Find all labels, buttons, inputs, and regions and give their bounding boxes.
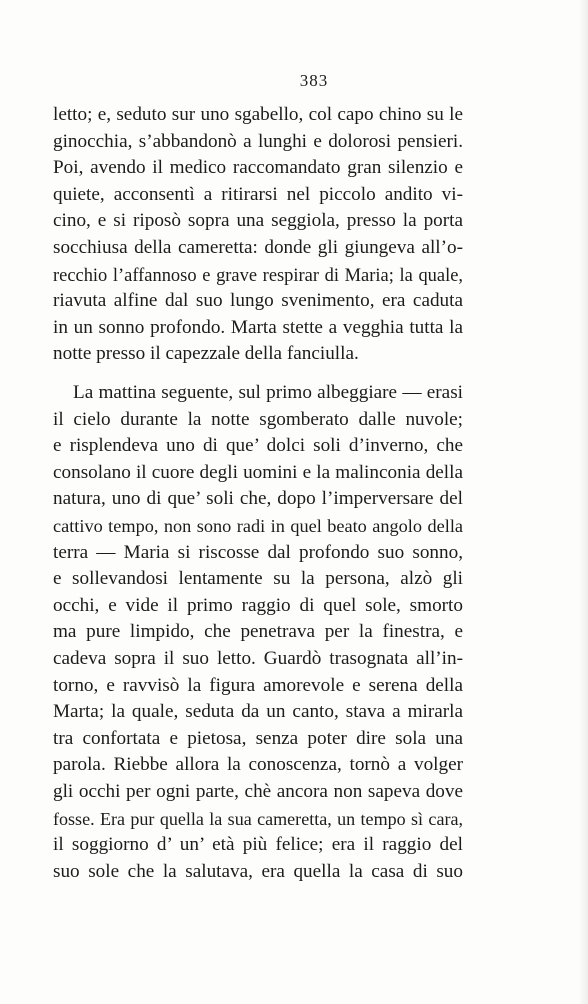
text-line: notte presso il capezzale della fanciulla.	[53, 343, 359, 365]
text-line: natura, uno di que’ soli che, dopo l’imperversare del	[53, 488, 463, 510]
text-line: ginocchia, s’abbandonò a lunghi e dolorosi pensieri.	[53, 130, 463, 152]
text-line: il soggiorno d’ un’ età più felice; era il raggio del	[53, 834, 463, 856]
text-line: tra confortata e pietosa, senza poter dire sola una	[53, 727, 463, 749]
text-line: suo sole che la salutava, era quella la casa di suo	[53, 860, 463, 882]
text-line: terra — Maria si riscosse dal profondo suo sonno,	[53, 541, 463, 563]
text-line: in un sonno profondo. Marta stette a vegghia tutta la	[53, 316, 463, 338]
text-line: Poi, avendo il medico raccomandato gran silenzio e	[53, 157, 463, 179]
text-line: e risplendeva uno di que’ dolci soli d’inverno, che	[53, 435, 463, 457]
text-line: cadeva sopra il suo letto. Guardò trasognata all’in-	[53, 647, 463, 669]
text-line: Marta; la quale, seduta da un canto, stava a mirarla	[53, 701, 463, 723]
text-line: recchio l’affannoso e grave respirar di Maria; la quale,	[53, 264, 463, 285]
text-line: parola. Riebbe allora la conoscenza, tornò a volger	[53, 754, 463, 776]
text-line: il cielo durante la notte sgomberato dalle nuvole;	[53, 408, 463, 430]
text-line: e sollevandosi lentamente su la persona, alzò gli	[53, 568, 463, 590]
page-number: 383	[299, 71, 329, 90]
text-line: ma pure limpido, che penetrava per la finestra, e	[53, 621, 463, 643]
text-line: riavuta alfine dal suo lungo svenimento, era caduta	[53, 290, 463, 312]
text-line: torno, e ravvisò la figura amorevole e serena della	[53, 674, 463, 696]
paragraph-2	[53, 380, 463, 885]
text-line: quiete, acconsentì a ritirarsi nel piccolo andito vi-	[53, 183, 463, 205]
text-line: consolano il cuore degli uomini e la malinconia della	[53, 461, 463, 483]
text-line: letto; e, seduto sur uno sgabello, col capo chino su le	[53, 104, 463, 125]
text-line: socchiusa della cameretta: donde gli giungeva all’o-	[53, 236, 463, 258]
text-line: occhi, e vide il primo raggio di quel sole, smorto	[53, 594, 463, 616]
text-line: gli occhi per ogni parte, chè ancora non sapeva dove	[53, 780, 463, 802]
text-line: cino, e si riposò sopra una seggiola, presso la porta	[53, 210, 463, 232]
text-line: cattivo tempo, non sono radi in quel beato angolo della	[53, 515, 463, 536]
text-line: fosse. Era pur quella la sua cameretta, un tempo sì cara,	[53, 808, 463, 829]
paragraph-1	[53, 102, 463, 368]
text-line: La mattina seguente, sul primo albeggiare — erasi	[73, 382, 463, 403]
